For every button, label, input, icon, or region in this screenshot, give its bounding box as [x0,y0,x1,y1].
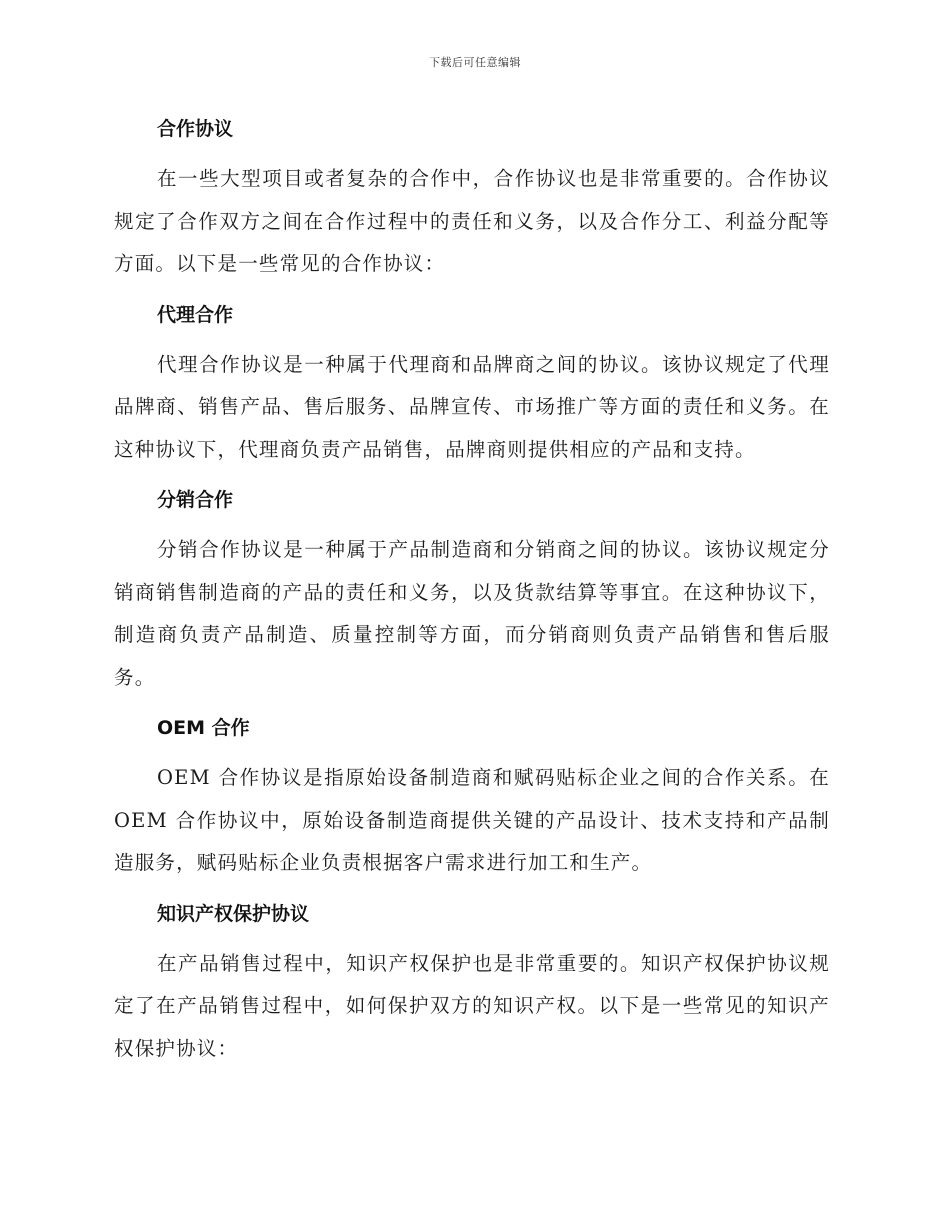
section-heading-agency-cooperation: 代理合作 [157,303,234,326]
page-header: 下载后可任意编辑 [429,56,521,69]
section-heading-distribution-cooperation: 分销合作 [157,489,234,511]
section-heading-oem-cooperation: OEM 合作 [157,717,250,739]
section-paragraph-cooperation-agreement: 在一些大型项目或者复杂的合作中，合作协议也是非常重要的。合作协议规定了合作双方之间在合作过程中的责任和义务，以及合作分工、利益分配等方面。以下是一些常见的合作协议： [114,167,830,275]
section-paragraph-distribution-cooperation: 分销合作协议是一种属于产品制造商和分销商之间的协议。该协议规定分销商销售制造商的产品的责任和义务，以及货款结算等事宜。在这种协议下，制造商负责产品制造、质量控制等方面，而分销商则负责产品销售和售后服务。 [114,538,830,689]
section-heading-ip-protection: 知识产权保护协议 [157,902,310,925]
section-paragraph-ip-protection: 在产品销售过程中，知识产权保护也是非常重要的。知识产权保护协议规定了在产品销售过程中，如何保护双方的知识产权。以下是一些常见的知识产权保护协议： [114,951,830,1060]
section-paragraph-oem-cooperation: OEM 合作协议是指原始设备制造商和赋码贴标企业之间的合作关系。在 OEM 合作协议中，原始设备制造商提供关键的产品设计、技术支持和产品制造服务，赋码贴标企业负责根据客户需求进行加工和生产。 [114,766,830,874]
section-paragraph-agency-cooperation: 代理合作协议是一种属于代理商和品牌商之间的协议。该协议规定了代理品牌商、销售产品、售后服务、品牌宣传、市场推广等方面的责任和义务。在这种协议下，代理商负责产品销售，品牌商则提供相应的产品和支持。 [114,352,830,461]
section-heading-cooperation-agreement: 合作协议 [157,118,234,140]
document-body [114,108,830,1078]
